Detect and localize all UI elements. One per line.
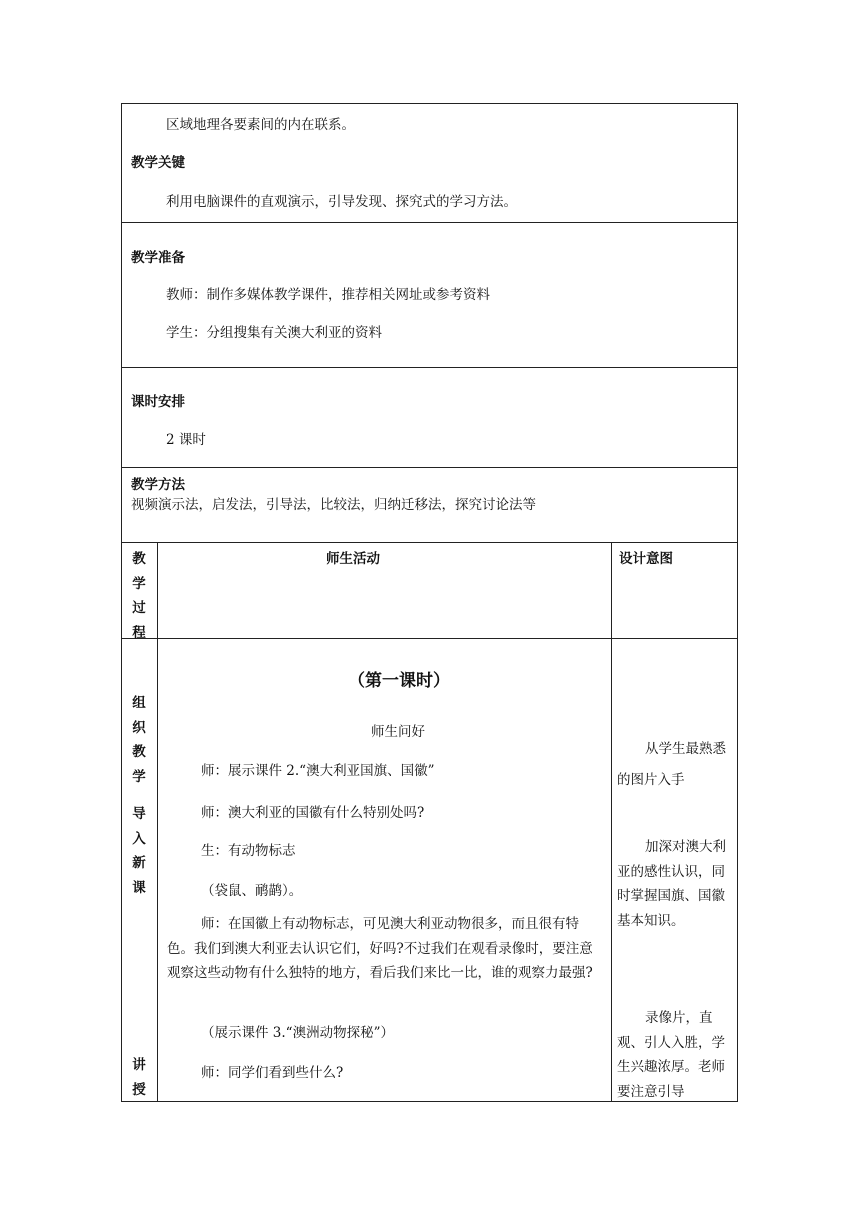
schedule-text: 2 课时: [166, 432, 206, 448]
activity-line: （展示课件 3.“澳洲动物探秘”）: [201, 1025, 394, 1041]
stage-introduce-lesson: 导 入 新 课: [132, 806, 146, 896]
activity-line: 师：澳大利亚的国徽有什么特别处吗?: [201, 805, 425, 821]
intent-column-header: 设计意图: [619, 551, 673, 567]
preparation-heading: 教学准备: [131, 250, 185, 266]
column-divider: [611, 638, 612, 1101]
methods-cell: [121, 467, 738, 543]
column-divider: [157, 542, 158, 638]
activity-line: 生：有动物标志: [201, 843, 296, 859]
preparation-teacher: 教师：制作多媒体教学课件，推荐相关网址或参考资料: [166, 287, 490, 303]
stage-organize-teaching: 组 织 教 学: [132, 695, 146, 785]
lesson-title: （第一课时）: [348, 671, 450, 691]
key-points-text: 利用电脑课件的直观演示，引导发现、探究式的学习方法。: [166, 194, 517, 210]
key-points-heading: 教学关键: [131, 155, 185, 171]
design-intent: 从学生最熟悉的图片入手: [617, 741, 726, 788]
activity-line: 师：同学们看到些什么?: [201, 1065, 344, 1081]
column-divider: [157, 638, 158, 1101]
design-intent: 录像片，直观、引人入胜，学生兴趣浓厚。老师要注意引导: [617, 1010, 725, 1100]
preparation-cell: [121, 221, 738, 368]
preparation-student: 学生：分组搜集有关澳大利亚的资料: [166, 325, 382, 341]
process-main-row: [121, 638, 738, 1102]
activity-line: （袋鼠、鸸鹋）。: [201, 883, 303, 899]
methods-heading: 教学方法: [131, 477, 185, 493]
activity-line: 师：展示课件 2.“澳大利亚国旗、国徽”: [201, 763, 435, 779]
greeting-text: 师生问好: [371, 724, 425, 740]
schedule-cell: [121, 367, 738, 468]
design-intent: 加深对澳大利亚的感性认识，同时掌握国旗、国徽基本知识。: [617, 839, 726, 929]
activity-paragraph: 师：在国徽上有动物标志，可见澳大利亚动物很多，而且很有特色。我们到澳大利亚去认识它们，好吗?不过我们在观看录像时，要注意观察这些动物有什么独特的地方，看后我们来比一比，谁的观察力最强?: [167, 916, 593, 981]
stage-teaching: 讲 授: [132, 1057, 146, 1098]
process-column-header: 教 学 过 程: [132, 551, 146, 641]
column-divider: [611, 542, 612, 638]
methods-text: 视频演示法，启发法，引导法，比较法，归纳迁移法，探究讨论法等: [131, 497, 536, 513]
activity-column-header: 师生活动: [326, 551, 380, 567]
key-points-continuation: 区域地理各要素间的内在联系。: [166, 117, 355, 133]
lesson-plan-table: [121, 103, 738, 1102]
process-header-row: [121, 542, 738, 639]
schedule-heading: 课时安排: [131, 394, 185, 410]
key-points-cell: [121, 103, 738, 223]
